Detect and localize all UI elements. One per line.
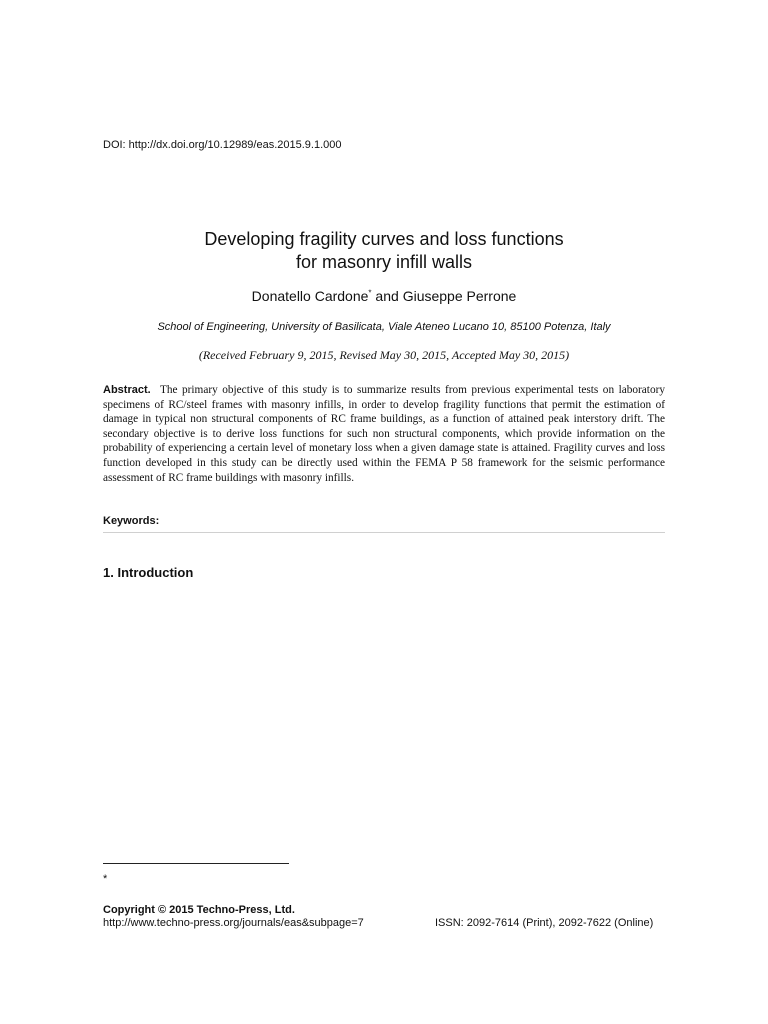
section-heading-introduction: 1. Introduction — [103, 565, 194, 580]
footnote-mark: * — [103, 873, 108, 885]
keywords-label: Keywords: — [103, 515, 160, 527]
keywords-divider — [103, 532, 665, 533]
abstract-label: Abstract. — [103, 384, 151, 396]
paper-title — [0, 228, 768, 274]
journal-url: http://www.techno-press.org/journals/eas&subpage=7 — [103, 917, 364, 929]
issn: ISSN: 2092-7614 (Print), 2092-7622 (Online) — [435, 917, 654, 929]
abstract-text: The primary objective of this study is to summarize results from previous experimental tests on laboratory specimens of RC/steel frames with masonry infills, in order to develop fragility functions that permit the estimation of damage in typical non structural components of RC frame buildings, as a function of attained peak interstory drift. The secondary objective is to derive loss functions for such non structural components, which provide information on the probability of experiencing a certain level of monetary loss when a given damage state is attained. Fragility curves and loss function developed in this study can be directly used within the FEMA P 58 framework for the seismic performance assessment of RC frame buildings with masonry infills. — [103, 384, 665, 484]
paper-title-line-2: for masonry infill walls — [295, 252, 473, 272]
author-list — [0, 288, 768, 304]
paper-title-line-1: Developing fragility curves and loss functions — [204, 229, 564, 249]
received-dates: (Received February 9, 2015, Revised May 30, 2015, Accepted May 30, 2015) — [198, 348, 570, 362]
author-2: Giuseppe Perrone — [402, 288, 517, 304]
affiliation: School of Engineering, University of Basilicata, Viale Ateneo Lucano 10, 85100 Potenza, Italy — [157, 321, 611, 333]
corresponding-author-mark: * — [368, 288, 372, 298]
author-connector: and — [371, 288, 403, 304]
abstract — [103, 383, 665, 485]
doi-line: DOI: http://dx.doi.org/10.12989/eas.2015.9.1.000 — [103, 139, 342, 151]
copyright-notice: Copyright © 2015 Techno-Press, Ltd. — [103, 904, 295, 916]
author-1: Donatello Cardone — [251, 288, 369, 304]
footnote-divider — [103, 863, 289, 864]
